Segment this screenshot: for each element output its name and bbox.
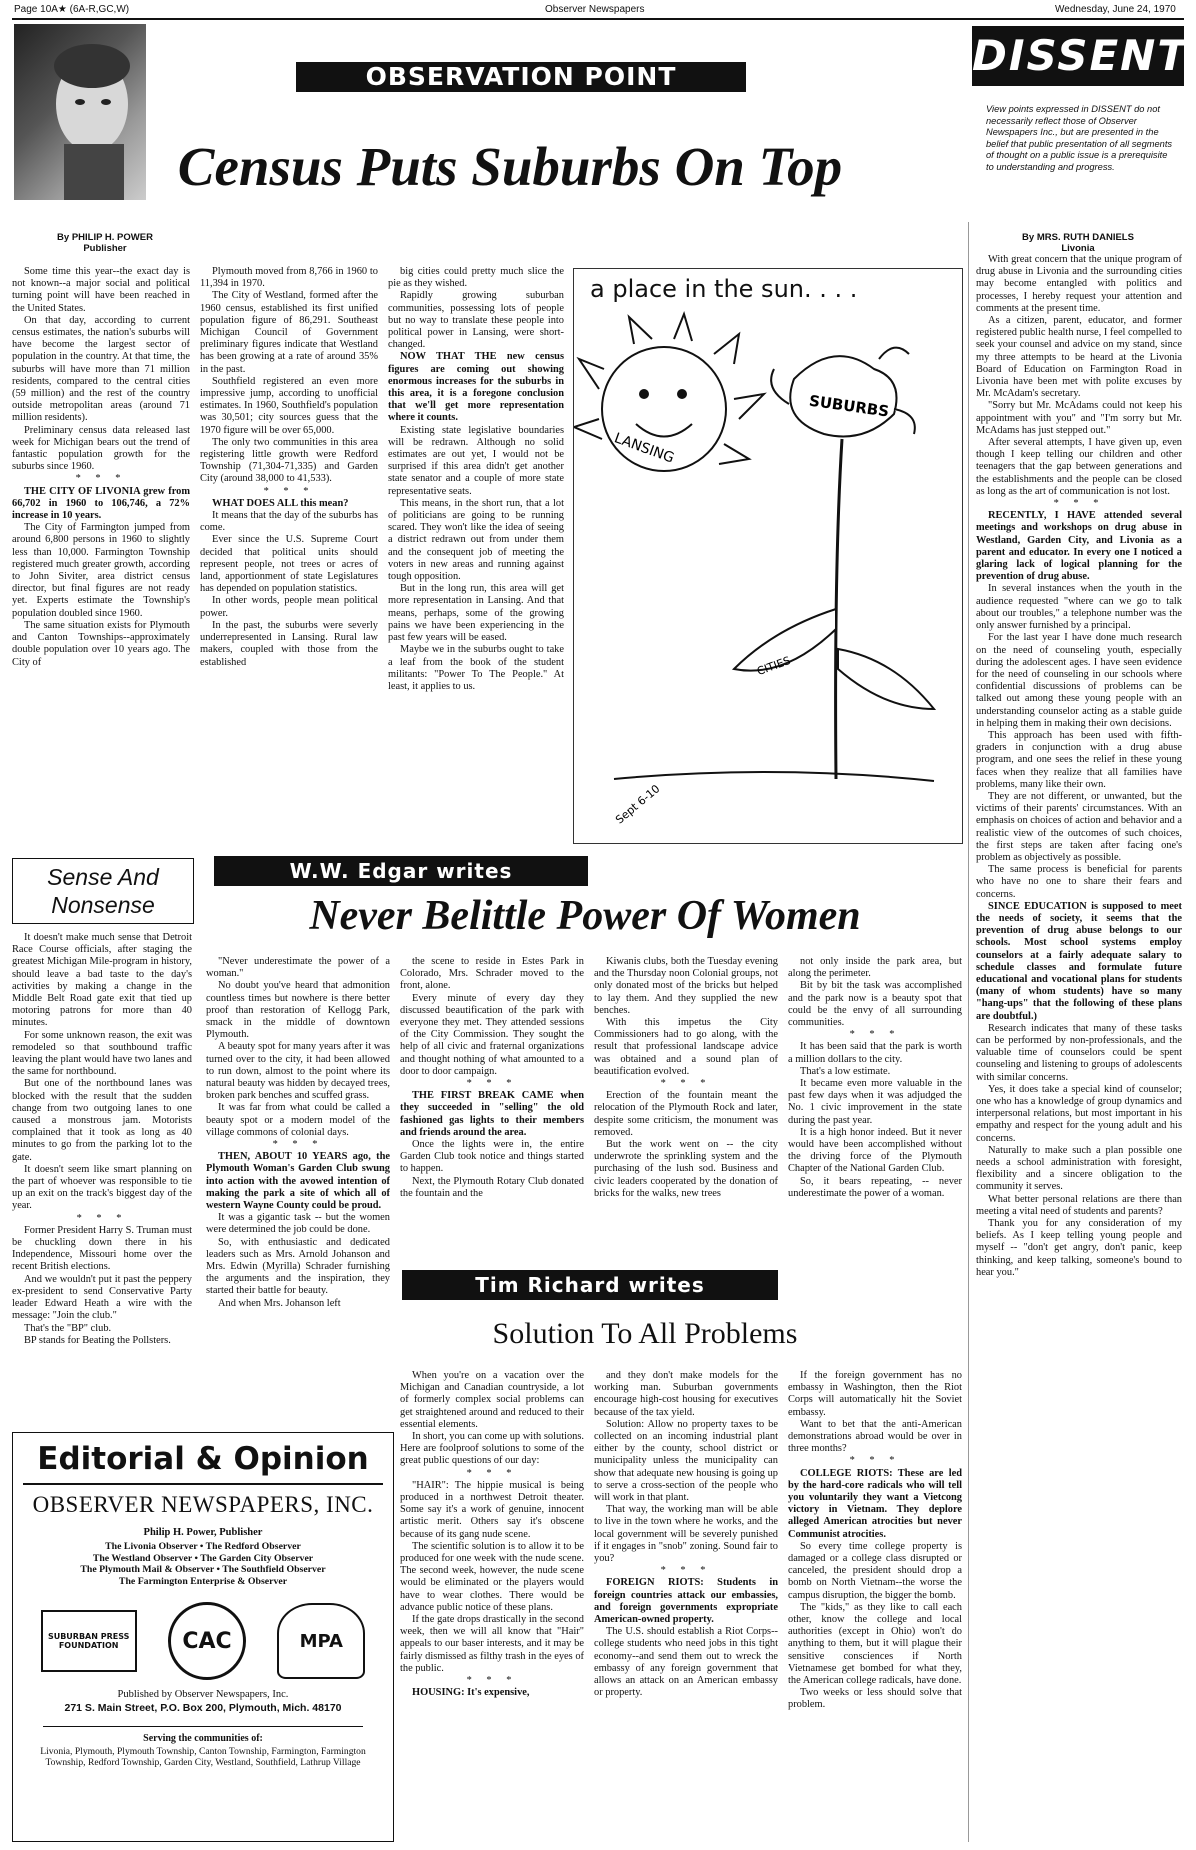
paragraph: The scientific solution is to allow it to be produced for one week with the nude scene. The second week, however, the nude scene would be eliminated or the players would have to wear clothes. There would be advance public notice of these plans. bbox=[400, 1540, 584, 1613]
paragraph: Want to bet that the anti-American demonstrations abroad would be over in three months? bbox=[788, 1418, 962, 1455]
paragraph: The same process is beneficial for parents who have no one to share their fears and concerns. bbox=[976, 864, 1182, 900]
paragraph: SINCE EDUCATION is supposed to meet the needs of society, it seems that the prevention of drug abuse belongs to our schools. Most school systems employ counselors at a fairly adequate salary to schedule classes and formulate future educational and vocational plans for students (many of whom students) have so many "hang-ups" that the following of these plans are doubtful.) bbox=[976, 900, 1182, 1022]
dissent-note: View points expressed in DISSENT do not necessarily reflect those of Observer Newspapers Inc., but are presented in the belief that public presentation of all segments of thought on a public issue is a prerequisite to understanding and progress. bbox=[986, 104, 1173, 172]
paragraph: * * * bbox=[75, 473, 127, 485]
paragraph: So, with enthusiastic and dedicated leaders such as Mrs. Arnold Johanson and Mrs. Edwin (Myrilla) Schrader furnishing the arguments and the inspiration, they started their battle for beauty. bbox=[206, 1236, 390, 1297]
paragraph: If the foreign government has no embassy in Washington, then the Riot Corps will automatically hit the Soviet embassy. bbox=[788, 1370, 962, 1418]
editorial-paper: The Livonia Observer • The Redford Observer bbox=[105, 1541, 301, 1552]
paragraph: * * * bbox=[263, 485, 315, 497]
paragraph: not only inside the park area, but along the perimeter. bbox=[788, 956, 962, 980]
paragraph: So, it bears repeating, -- never underestimate the power of a woman. bbox=[788, 1175, 962, 1199]
cartoon-signature: Sept 6-10 bbox=[613, 782, 663, 827]
paragraph: THEN, ABOUT 10 YEARS ago, the Plymouth Woman's Garden Club swung into action with the avowed intention of making the park a site of which all of western Wayne County could be proud. bbox=[206, 1151, 390, 1212]
paragraph: big cities could pretty much slice the pie as they wished. bbox=[388, 266, 564, 290]
paragraph: Once the lights were in, the entire Garden Club took notice and things started to happen. bbox=[400, 1139, 584, 1175]
richard-column-1 bbox=[400, 1370, 584, 1844]
paragraph: It was a gigantic task -- but the women were determined the job could be done. bbox=[206, 1212, 390, 1236]
paragraph: Yes, it does take a special kind of counselor; one who has a knowledge of group dynamics and interpersonal relations, but most important in his empathy and respect for the young adult and his concerns. bbox=[976, 1083, 1182, 1144]
observation-headline: Census Puts Suburbs On Top bbox=[177, 136, 843, 197]
paragraph: FOREIGN RIOTS: Students in foreign countries attack our embassies, and foreign governments expropriate American-owned property. bbox=[594, 1577, 778, 1626]
paragraph: Naturally to make such a plan possible one needs a school administration with foresight, flexibility and a sincere obligation to the community it serves. bbox=[976, 1144, 1182, 1193]
paragraph: No doubt you've heard that admonition countless times but nowhere is there better proof than restoration of Kellogg Park, smack in the middle of downtown Plymouth. bbox=[206, 980, 390, 1041]
paragraph: The City of Westland, formed after the 1960 census, established its first unified population figure of 86,291. Southeast Michigan Council of Government preliminary figures indicate that Westland has been growing at a rate of around 35% in the past. bbox=[200, 290, 378, 375]
richard-headline: Solution To All Problems bbox=[492, 1317, 798, 1350]
mpa-badge: MPA bbox=[277, 1603, 365, 1679]
editorial-publisher: Philip H. Power, Publisher bbox=[143, 1527, 263, 1538]
paragraph: That way, the working man will be able to live in the town where he works, and the local government will be severely punished if it engages in "snob" zoning. Sound fair to you? bbox=[594, 1504, 778, 1565]
paragraph: Bit by bit the task was accomplished and the park now is a beauty spot that could be the envy of all surrounding communities. bbox=[788, 980, 962, 1029]
paragraph: It doesn't seem like smart planning on the part of whoever was responsible to tie up an exit on the track's biggest day of the year. bbox=[12, 1163, 192, 1212]
paragraph: Existing state legislative boundaries will be redrawn. Although no solid estimates are out yet, I would not be surprised if this area didn't get another state senator and a couple of more state representative seats. bbox=[388, 424, 564, 497]
editorial-title: Editorial & Opinion bbox=[37, 1441, 369, 1477]
paragraph: In short, you can come up with solutions. Here are foolproof solutions to some of the great public questions of our day: bbox=[400, 1431, 584, 1467]
paragraph: BP stands for Beating the Pollsters. bbox=[24, 1334, 171, 1346]
paragraph: When you're on a vacation over the Michigan and Canadian countryside, a lot of formerly complex social problems can get straightened around and reduced to their essential elements. bbox=[400, 1370, 584, 1430]
editorial-published-by: Published by Observer Newspapers, Inc. bbox=[117, 1689, 289, 1700]
editorial-address: 271 S. Main Street, P.O. Box 200, Plymouth, Mich. 48170 bbox=[64, 1702, 342, 1714]
paragraph: THE CITY OF LIVONIA grew from 66,702 in 1960 to 106,746, a 72% increase in 10 years. bbox=[12, 485, 190, 522]
issue-date: Wednesday, June 24, 1970 bbox=[1055, 4, 1176, 15]
paragraph: and they don't make models for the working man. Suburban governments encourage high-cost housing for executives because of the tax yield. bbox=[594, 1370, 778, 1418]
paragraph: * * * bbox=[849, 1455, 901, 1467]
paragraph: THE FIRST BREAK CAME when they succeeded in "selling" the old fashioned gas lights to their members and friends around the area. bbox=[400, 1090, 584, 1138]
paragraph: Some time this year--the exact day is not known--a major social and political turning point will have been reached in the United States. bbox=[12, 266, 190, 314]
header-rule bbox=[12, 18, 1184, 20]
edgar-banner: W.W. Edgar writes bbox=[214, 856, 588, 886]
observation-column-3 bbox=[388, 266, 564, 846]
paragraph: * * * bbox=[660, 1565, 712, 1577]
paragraph: The only two communities in this area registering little growth were Redford Township (71,304-71,335) and Garden City (around 38,000 to 41,533). bbox=[200, 436, 378, 485]
paragraph: Next, the Plymouth Rotary Club donated the fountain and the bbox=[400, 1175, 584, 1199]
editorial-paper: The Westland Observer • The Garden City Observer bbox=[92, 1552, 314, 1564]
paragraph: It has been said that the park is worth a million dollars to the city. bbox=[788, 1041, 962, 1065]
publisher-photo bbox=[14, 24, 146, 200]
paragraph: What better personal relations are there than meeting a vital need of students and parents? bbox=[976, 1193, 1182, 1217]
paragraph: If the gate drops drastically in the second week, then we will all know that "Hair" appeals to our baser interests, and it may be fairly dismissed as filthy trash in the eyes of the public. bbox=[400, 1614, 584, 1674]
paragraph: the scene to reside in Estes Park in Colorado, Mrs. Schrader moved to the front, alone. bbox=[400, 956, 584, 992]
paragraph: Kiwanis clubs, both the Tuesday evening and the Thursday noon Colonial groups, not only donated most of the bricks but helped to lay them. And they supplied the new benches. bbox=[594, 956, 778, 1016]
paragraph: Former President Harry S. Truman must be chuckling down there in his Independence, Missouri home over the recent British elections. bbox=[12, 1224, 192, 1273]
editorial-paper-list bbox=[13, 1541, 393, 1587]
paragraph: * * * bbox=[466, 1078, 518, 1090]
paragraph: * * * bbox=[849, 1029, 901, 1041]
sense-column bbox=[12, 932, 192, 1416]
paragraph: Ever since the U.S. Supreme Court decided that political units should represent people, not trees or acres of land, apportionment of state Legislatures has depended on population statistics. bbox=[200, 534, 378, 595]
paragraph: In several instances when the youth in the audience requested "where can we go to talk about our troubles," a telephone number was the only answer furnished by a principal. bbox=[976, 583, 1182, 632]
paragraph: They are not different, or unwanted, but the victims of their parents' circumstances. With an emphasis on choices of action and behavior and a realistic view of the outcomes of such choices, the first steps are taken after facing one's problem as objectively as possible. bbox=[976, 790, 1182, 863]
paragraph: It became even more valuable in the past few days when it was adjudged the No. 1 civic improvement in the state during the past year. bbox=[788, 1078, 962, 1126]
richard-column-2 bbox=[594, 1370, 778, 1844]
paragraph: * * * bbox=[272, 1139, 324, 1151]
paragraph: RECENTLY, I HAVE attended several meetings and workshops on drug abuse in Westland, Garden City, and Livonia as a parent and educator. In every one I noticed a glaring lack of logical planning for the prevention of drug abuse. bbox=[976, 510, 1182, 583]
cartoon-caption: a place in the sun. . . . bbox=[590, 275, 858, 303]
paragraph: In other words, people mean political power. bbox=[200, 595, 378, 619]
editorial-box bbox=[12, 1432, 394, 1842]
cac-badge: CAC bbox=[168, 1602, 246, 1680]
paragraph: So every time college property is damaged or a college class disrupted or canceled, the president should drop a bomb on North Vietnam--the worse the campus disruption, the bigger the bomb. bbox=[788, 1540, 962, 1601]
paragraph: * * * bbox=[466, 1675, 518, 1687]
page-number: Page 10A★ (6A-R,GC,W) bbox=[14, 4, 130, 15]
paragraph: This means, in the short run, that a lot of politicians are going to be running scared. They won't like the idea of seeing a district redrawn out from under them and the consequent job of meeting the voters in new areas and running against tough opposition. bbox=[388, 497, 564, 583]
paragraph: WHAT DOES ALL this mean? bbox=[212, 497, 349, 509]
paragraph: This approach has been used with fifth-graders in conjunction with a drug abuse program, and one sees the relief in these young faces when they realize that all families have problems, many like their own. bbox=[976, 729, 1182, 790]
richard-banner: Tim Richard writes bbox=[402, 1270, 778, 1300]
paragraph: * * * bbox=[76, 1212, 128, 1224]
edgar-column-1 bbox=[206, 956, 390, 1426]
cartoon-leaf-label: CITIES bbox=[755, 653, 793, 679]
paragraph: Maybe we in the suburbs ought to take a leaf from the book of the student militants: "Power To The People." At least, it applies to us. bbox=[388, 644, 564, 692]
cartoon-sun-label: LANSING bbox=[611, 430, 677, 467]
suburban-press-badge: SUBURBAN PRESS FOUNDATION bbox=[41, 1610, 137, 1672]
paragraph: "Never underestimate the power of a woman." bbox=[206, 956, 390, 980]
dissent-byline: By MRS. RUTH DANIELS bbox=[1022, 232, 1134, 243]
editorial-company: OBSERVER NEWSPAPERS, INC. bbox=[32, 1492, 374, 1517]
paragraph: It means that the day of the suburbs has come. bbox=[200, 510, 378, 534]
paragraph: For the last year I have done much research on the need of counseling youth, especially during the adolescent ages. I have seen evidence for the need of counseling in our schools where confidential discussions of problems can be talked out among these young people with an understanding counselor acting as a stable guide in helping them in making their own decisions. bbox=[976, 632, 1182, 729]
editorial-rule bbox=[23, 1483, 383, 1485]
editorial-badges bbox=[25, 1601, 381, 1681]
cartoon-flower-label: SUBURBS bbox=[807, 391, 891, 421]
editorial-rule-2 bbox=[43, 1726, 363, 1727]
dissent-banner: DISSENT bbox=[972, 26, 1184, 86]
cartoon bbox=[573, 268, 963, 844]
paragraph: Rapidly growing suburban communities, possessing lots of people but no way to translate these people into political power in Lansing, were short-changed. bbox=[388, 290, 564, 351]
paragraph: Research indicates that many of these tasks can be performed by non-professionals, and the valuable time of counselors could be spent counseling and listening to groups of adolescents with similar concerns. bbox=[976, 1022, 1182, 1083]
paragraph: Thank you for any consideration of my beliefs. As I keep telling young people and myself -- "don't get angry, don't panic, keep thinking, and keep talking, someone's bound to hear you." bbox=[976, 1218, 1182, 1278]
paragraph: Erection of the fountain meant the relocation of the Plymouth Rock and later, despite some criticism, the monument was removed. bbox=[594, 1090, 778, 1138]
paragraph: HOUSING: It's expensive, bbox=[412, 1687, 530, 1699]
editorial-communities: Livonia, Plymouth, Plymouth Township, Canton Township, Farmington, Farmington Township, Redford Township, Garden City, Westland, Southfield, Lathrup Village bbox=[40, 1746, 366, 1768]
paragraph: The City of Farmington jumped from around 6,800 persons in 1960 to slightly less than 10,000. Farmington Township registered much greater growth, according to John Siviter, area district census director, but final figures are not ready yet. Experts estimate the Township's population doubled since 1960. bbox=[12, 522, 190, 619]
paragraph: Solution: Allow no property taxes to be collected on an incoming industrial plant either by the county, school district or municipality unless the municipality can show that adequate new housing is going up to serve a cross-section of the people who will work in that plant. bbox=[594, 1418, 778, 1504]
observation-point-banner: OBSERVATION POINT bbox=[296, 62, 746, 92]
paragraph: It is a high honor indeed. But it never would have been accomplished without the driving force of the Plymouth Chapter of the National Garden Club. bbox=[788, 1126, 962, 1175]
editorial-serving: Serving the communities of: bbox=[143, 1733, 263, 1744]
paragraph: Preliminary census data released last week for Michigan bears out the trend of fantastic population growth for the suburbs since 1960. bbox=[12, 424, 190, 473]
cartoon-drawing bbox=[574, 309, 962, 839]
editorial-paper: The Farmington Enterprise & Observer bbox=[118, 1575, 288, 1587]
edgar-column-2 bbox=[400, 956, 584, 1426]
paragraph: That's the "BP" club. bbox=[24, 1322, 112, 1334]
dissent-divider bbox=[968, 222, 969, 1842]
paragraph: In the past, the suburbs were severly underrepresented in Lansing. Rural law makers, coupled with those from the established bbox=[200, 619, 378, 668]
observation-column-1 bbox=[12, 266, 190, 846]
paragraph: And when Mrs. Johanson left bbox=[218, 1297, 341, 1309]
paragraph: "Sorry but Mr. McAdams could not keep his appointment with you" and "I'm sorry but Mr. McAdams has just stepped out." bbox=[976, 400, 1182, 436]
paragraph: The "kids," as they like to call each other, know the college and local authorities (except in Ohio) won't do anything to them, but it will plague their sensitive consciences if North Vietnamese get bombed for what they, the American college radicals, have done. bbox=[788, 1601, 962, 1687]
sense-title-line2: Nonsense bbox=[51, 892, 155, 918]
paragraph: NOW THAT THE new census figures are coming out showing enormous increases for the suburbs in this area, it is a foregone conclusion that we'll get more representation where it counts. bbox=[388, 351, 564, 424]
paragraph: COLLEGE RIOTS: These are led by the hard-core radicals who will tell you voluntarily they want a Vietcong victory in Vietnam. They deplore alleged American atrocities but never Communist atrocities. bbox=[788, 1467, 962, 1540]
paragraph: Plymouth moved from 8,766 in 1960 to 11,394 in 1970. bbox=[200, 266, 378, 290]
paper-name: Observer Newspapers bbox=[545, 4, 645, 15]
observation-column-2 bbox=[200, 266, 378, 846]
paragraph: "HAIR": The hippie musical is being produced in a northwest Detroit theater. Some say it's a work of genuine, innocent artistic merit. Others say it's obscene because of its gang nude scene. bbox=[400, 1479, 584, 1540]
paragraph: As a citizen, parent, educator, and former registered public health nurse, I feel compelled to seek your counsel and advice on my stand, since my three attempts to be heard at the Livonia Board of Education on Farmington Road in Livonia have been met with polite excuses by Mr. McAdam's secretary. bbox=[976, 315, 1182, 400]
dissent-column bbox=[976, 254, 1182, 1844]
paragraph: That's a low estimate. bbox=[800, 1065, 891, 1077]
paragraph: A beauty spot for many years after it was turned over to the city, it had been allowed to run down, almost to the point where its natural beauty was hidden by decayed trees, broken park benches and scuffed grass. bbox=[206, 1041, 390, 1102]
edgar-headline: Never Belittle Power Of Women bbox=[309, 893, 861, 939]
paragraph: With great concern that the unique program of drug abuse in Livonia and the surrounding cities may become entangled with politics and processes, I hereby request your attention and comments at the present time. bbox=[976, 254, 1182, 314]
paragraph: The same situation exists for Plymouth and Canton Townships--approximately double population over 10 years ago. The City of bbox=[12, 619, 190, 668]
richard-column-3 bbox=[788, 1370, 962, 1844]
sense-title-box bbox=[12, 858, 194, 924]
edgar-column-4 bbox=[788, 956, 962, 1426]
paragraph: It doesn't make much sense that Detroit Race Course officials, after staging the greatest Michigan Mile-program in history, should leave a bad taste to the day's activities by making a change in the Middle Belt Road gate exit that tied up motoring patrons for more than 40 minutes. bbox=[12, 932, 192, 1029]
paragraph: * * * bbox=[660, 1078, 712, 1090]
sense-title-line1: Sense And bbox=[47, 864, 159, 890]
paragraph: * * * bbox=[466, 1467, 518, 1479]
paragraph: But one of the northbound lanes was blocked with the result that the sudden change from two outgoing lanes to one caused a monstrous jam. Motorists complained that it took as long as 40 minutes to go from the parking lot to the gate. bbox=[12, 1078, 192, 1163]
paragraph: And we wouldn't put it past the peppery ex-president to send Conservative Party leader Edward Heath a wire with the message: "Join the club." bbox=[12, 1273, 192, 1322]
paragraph: Southfield registered an even more impressive jump, according to unofficial estimates. In 1960, Southfield's population was 30,501; city sources guess that the 1970 figure will be over 65,000. bbox=[200, 375, 378, 436]
dissent-byline-title: Livonia bbox=[1061, 243, 1095, 254]
paragraph: On that day, according to current census estimates, the nation's suburbs will have become the largest sector of population in the country. At that time, the suburbs will have more than 71 million residents, compared to the central cities (59 million) and the rest of the country outside metropolitan areas (around 71 million residents). bbox=[12, 314, 190, 424]
paragraph: The U.S. should establish a Riot Corps--college students who need jobs in this tight economy--and send them out to wreck the embassy of any foreign government that allows an attack on an American embassy or property. bbox=[594, 1626, 778, 1699]
observation-byline: By PHILIP H. POWER bbox=[57, 232, 153, 243]
paragraph: For some unknown reason, the exit was remodeled so that southbound traffic leaving the plant would have two lanes and the same for northbound. bbox=[12, 1029, 192, 1078]
paragraph: Every minute of every day they discussed beautification of the park with everyone they met. They attended sessions of the City Commission. They sought the help of all civic and fraternal organizations and thought nothing of what amounted to a door to door campaign. bbox=[400, 992, 584, 1077]
paragraph: It was far from what could be called a beauty spot or a modern model of the village commons of colonial days. bbox=[206, 1102, 390, 1138]
paragraph: With this impetus the City Commissioners had to go along, with the result that professional landscape advice was obtained and a sound plan of beautification evolved. bbox=[594, 1017, 778, 1077]
paragraph: After several attempts, I have given up, even though I keep telling our children and other teenagers that the gap between generations and the establishments and the people can be closed as long as the art of communication is not lost. bbox=[976, 437, 1182, 497]
editorial-paper: The Plymouth Mail & Observer • The Southfield Observer bbox=[80, 1564, 326, 1575]
paragraph: * * * bbox=[1053, 498, 1105, 510]
paragraph: But the work went on -- the city underwrote the sprinkling system and the purchasing of the lush sod. Business and civic leaders cooperated by the donation of bricks for the walks, new trees bbox=[594, 1139, 778, 1199]
paragraph: But in the long run, this area will get more representation in Lansing. And that means, perhaps, some of the growing pains we have been experiencing in the past few years will be eased. bbox=[388, 583, 564, 644]
edgar-column-3 bbox=[594, 956, 778, 1426]
paragraph: Two weeks or less should solve that problem. bbox=[788, 1687, 962, 1711]
observation-byline-title: Publisher bbox=[83, 243, 127, 254]
